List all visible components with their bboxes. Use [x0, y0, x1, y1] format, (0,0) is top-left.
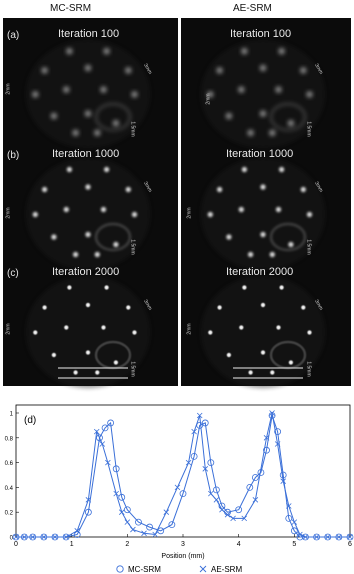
chart-legend [117, 565, 243, 574]
scale-label-2mm-b-left: 2mm [5, 207, 12, 219]
y-tick-label: 0.8 [4, 436, 13, 443]
scale-label-1p5mm-a-right: 1.5mm [305, 121, 312, 137]
y-tick-label: 1 [9, 411, 13, 418]
y-tick-label: 0.4 [4, 485, 13, 492]
legend-label-ae-srm: AE-SRM [211, 565, 243, 574]
iteration-title-a-right: Iteration 100 [230, 28, 292, 40]
scale-label-1p5mm-c-left: 1.5mm [129, 361, 136, 377]
iteration-title-b-right: Iteration 1000 [226, 148, 294, 160]
scale-label-1p5mm-a-left: 1.5mm [129, 121, 136, 137]
x-tick-label: 6 [348, 541, 352, 548]
legend-marker-mc-srm [117, 566, 123, 572]
scale-label-3mm-c-left: 3mm [142, 298, 153, 312]
scale-label-2mm-b-right: 2mm [186, 207, 193, 219]
iteration-title-b-left: Iteration 1000 [52, 148, 120, 160]
iteration-title-a-left: Iteration 100 [58, 28, 120, 40]
scale-label-2mm-c-left: 2mm [5, 323, 12, 335]
scale-label-1p5mm-b-left: 1.5mm [129, 239, 136, 255]
column-title-left: MC-SRM [50, 3, 92, 14]
scale-label-3mm-c-right: 3mm [313, 298, 324, 312]
legend-marker-ae-srm [200, 566, 206, 572]
scale-label-3mm-a-left: 3mm [142, 62, 153, 76]
x-tick-label: 2 [125, 541, 130, 548]
y-tick-label: 0.2 [4, 510, 13, 517]
x-tick-label: 3 [181, 541, 185, 548]
iteration-title-c-left: Iteration 2000 [52, 266, 120, 278]
y-tick-label: 0.6 [4, 461, 13, 468]
chart-panel-label: (d) [24, 415, 37, 426]
x-axis-label: Position (mm) [161, 553, 205, 560]
x-tick-label: 4 [236, 541, 241, 548]
y-tick-label: 0 [9, 535, 13, 542]
scale-label-3mm-b-right: 3mm [313, 180, 324, 194]
x-tick-label: 1 [69, 541, 74, 548]
scale-label-1p5mm-c-right: 1.5mm [305, 361, 312, 377]
scale-label-3mm-a-right: 3mm [313, 62, 324, 76]
x-tick-label: 0 [14, 541, 18, 548]
row-label-c-left: (c) [7, 268, 19, 279]
x-tick-label: 5 [292, 541, 297, 548]
column-title-right: AE-SRM [233, 3, 272, 14]
chart-frame [16, 405, 350, 537]
scale-label-2mm-a-right: 2mm [205, 93, 212, 105]
row-label-a-left: (a) [7, 30, 20, 41]
scale-label-1p5mm-b-right: 1.5mm [305, 239, 312, 255]
row-label-b-left: (b) [7, 150, 20, 161]
scale-label-2mm-a-left: 2mm [5, 83, 12, 95]
scale-label-3mm-b-left: 3mm [142, 180, 153, 194]
legend-label-mc-srm: MC-SRM [128, 565, 161, 574]
iteration-title-c-right: Iteration 2000 [226, 266, 294, 278]
scale-label-2mm-c-right: 2mm [186, 323, 193, 335]
